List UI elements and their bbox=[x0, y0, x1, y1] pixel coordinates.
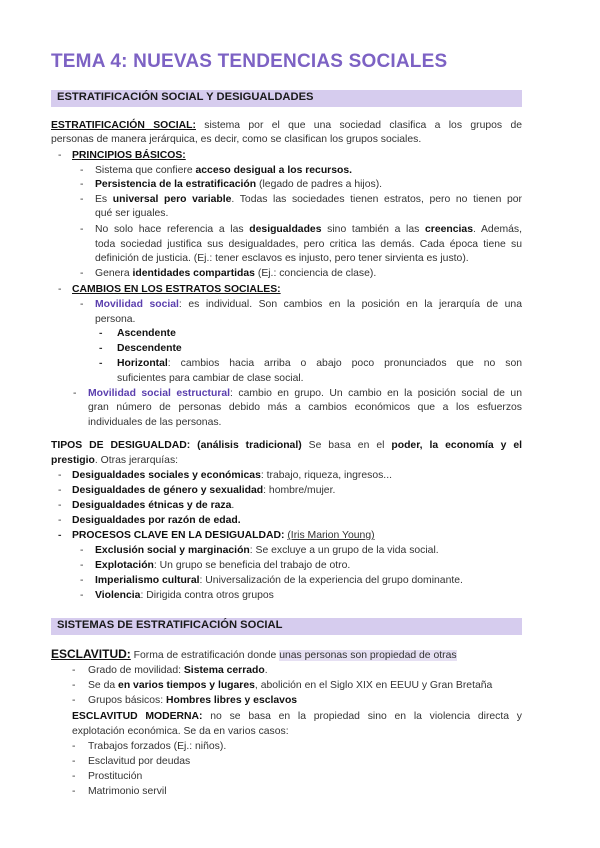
text-run: : hombre/mujer. bbox=[263, 485, 336, 496]
list-item bbox=[72, 484, 335, 498]
text-run: Horizontal bbox=[117, 358, 168, 369]
list-item bbox=[88, 664, 268, 678]
list-item bbox=[72, 499, 234, 513]
text-run: Grado de movilidad: bbox=[88, 665, 184, 676]
text-run: Se basa en el bbox=[301, 440, 392, 451]
text-run: prestigio bbox=[51, 455, 95, 466]
list-item: Trabajos forzados (Ej.: niños). bbox=[88, 741, 227, 752]
bullet-dash: - bbox=[80, 545, 84, 556]
bullet-dash: - bbox=[58, 485, 62, 496]
list-item-continued: individuales de las personas. bbox=[88, 417, 222, 428]
bullet-dash: - bbox=[72, 756, 76, 767]
list-item bbox=[95, 574, 463, 588]
list-item bbox=[95, 267, 376, 281]
list-item-continued: persona. bbox=[95, 314, 136, 325]
list-item-continued: qué ser iguales. bbox=[95, 208, 169, 219]
list-item bbox=[95, 223, 522, 237]
text-run: Hombres libres y esclavos bbox=[165, 695, 298, 706]
text-run: . bbox=[231, 500, 235, 511]
text-run: . Todas las sociedades tienen estratos, pero no tienen por bbox=[231, 194, 523, 205]
text-run: Sistema que confiere bbox=[95, 165, 196, 176]
esclavitud-definition bbox=[51, 647, 457, 663]
bullet-dash: - bbox=[58, 500, 62, 511]
text-run: Violencia bbox=[95, 590, 141, 601]
definition-text: sistema por el que una sociedad clasifica a los grupos de bbox=[204, 120, 522, 131]
definition-term: ESTRATIFICACIÓN SOCIAL: bbox=[51, 120, 196, 131]
list-item bbox=[88, 387, 522, 401]
text-run: Genera bbox=[95, 268, 133, 279]
text-run: sino también a las bbox=[321, 224, 426, 235]
text-run: Persistencia de la estratificación bbox=[95, 179, 257, 190]
bullet-dash: - bbox=[99, 328, 103, 339]
text-run: Exclusión social y marginación bbox=[95, 545, 250, 556]
esclavitud-moderna-line: explotación económica. Se da en varios casos: bbox=[72, 726, 289, 737]
bullet-dash: - bbox=[58, 470, 62, 481]
bullet-dash: - bbox=[58, 150, 62, 161]
bullet-dash: - bbox=[99, 358, 103, 369]
list-item-continued: toda sociedad justifica sus desigualdades, pero critica las demás. Cada época tiene su bbox=[95, 239, 522, 250]
tipos-heading-line bbox=[51, 454, 178, 468]
list-item bbox=[117, 357, 522, 371]
text-run: Imperialismo cultural bbox=[95, 575, 200, 586]
text-run: (Ej.: conciencia de clase). bbox=[254, 268, 377, 279]
text-run: : es individual. Son cambios en la posición en la jerarquía de una bbox=[178, 299, 522, 310]
bullet-dash: - bbox=[80, 165, 84, 176]
text-run: creencias bbox=[425, 224, 473, 235]
bullet-dash: - bbox=[58, 530, 62, 541]
text-run: : cambio en grupo. Un cambio en la posición social de un bbox=[230, 388, 522, 399]
text-run: CAMBIOS EN LOS ESTRATOS SOCIALES: bbox=[72, 284, 281, 295]
text-run: : Dirigida contra otros grupos bbox=[140, 590, 274, 601]
text-run: Movilidad social bbox=[95, 299, 179, 310]
text-run: poder, la economía y el bbox=[391, 440, 522, 451]
text-run: : trabajo, riqueza, ingresos... bbox=[260, 470, 392, 481]
list-item bbox=[95, 193, 522, 207]
list-item: Desigualdades por razón de edad. bbox=[72, 515, 241, 526]
text-run: Movilidad social estructural bbox=[88, 388, 231, 399]
bullet-dash: - bbox=[73, 388, 77, 399]
bullet-dash: - bbox=[72, 680, 76, 691]
text-run: . Otras jerarquías: bbox=[94, 455, 179, 466]
bullet-dash: - bbox=[58, 515, 62, 526]
list-item bbox=[95, 164, 352, 178]
text-run: ESCLAVITUD MODERNA: bbox=[72, 711, 203, 722]
list-item-continued: definición de justicia. (Ej.: tener esclavos es injusto, pero tener sirvienta es justo). bbox=[95, 253, 469, 264]
text-run: : Un grupo se beneficia del trabajo de otro. bbox=[153, 560, 351, 571]
text-run: Se da bbox=[88, 680, 119, 691]
text-run: Grupos básicos: bbox=[88, 695, 166, 706]
text-run: , abolición en el Siglo XIX en EEUU y Gran Bretaña bbox=[254, 680, 493, 691]
bullet-dash: - bbox=[80, 575, 84, 586]
list-item bbox=[95, 178, 382, 192]
text-run: Forma de estratificación donde bbox=[130, 650, 280, 661]
bullet-dash: - bbox=[72, 695, 76, 706]
text-run: Desigualdades sociales y económicas bbox=[72, 470, 261, 481]
subheading-principios: PRINCIPIOS BÁSICOS: bbox=[72, 150, 186, 161]
text-run: universal pero variable bbox=[112, 194, 232, 205]
list-item bbox=[88, 694, 297, 708]
page-title: TEMA 4: NUEVAS TENDENCIAS SOCIALES bbox=[51, 51, 448, 72]
subheading-procesos bbox=[72, 529, 375, 543]
bullet-dash: - bbox=[72, 771, 76, 782]
text-run: identidades compartidas bbox=[132, 268, 255, 279]
bullet-dash: - bbox=[72, 786, 76, 797]
list-item: Prostitución bbox=[88, 771, 143, 782]
bullet-dash: - bbox=[72, 665, 76, 676]
text-run: PROCESOS CLAVE EN LA DESIGUALDAD: bbox=[72, 530, 285, 541]
text-run: Desigualdades de género y sexualidad bbox=[72, 485, 264, 496]
bullet-dash: - bbox=[72, 741, 76, 752]
list-item bbox=[88, 679, 492, 693]
list-item: Matrimonio servil bbox=[88, 786, 167, 797]
subheading-cambios bbox=[72, 283, 281, 297]
bullet-dash: - bbox=[80, 179, 84, 190]
esclavitud-moderna-line bbox=[72, 710, 522, 724]
bullet-dash: - bbox=[80, 224, 84, 235]
text-run: : Universalización de la experiencia del grupo dominante. bbox=[199, 575, 463, 586]
tipos-heading-line bbox=[51, 439, 522, 453]
definition-line bbox=[51, 119, 522, 133]
section-heading: SISTEMAS DE ESTRATIFICACIÓN SOCIAL bbox=[57, 619, 283, 631]
list-item bbox=[95, 589, 274, 603]
section-band-estratificacion bbox=[51, 90, 522, 107]
list-item: Esclavitud por deudas bbox=[88, 756, 191, 767]
list-item bbox=[72, 469, 392, 483]
list-item-continued: suficientes para cambiar de clase social. bbox=[117, 373, 304, 384]
bullet-dash: - bbox=[80, 194, 84, 205]
text-run: (legado de padres a hijos). bbox=[256, 179, 383, 190]
list-item bbox=[95, 544, 439, 558]
list-item-continued: gran número de personas debido más a cambios económicos que a los esfuerzos bbox=[88, 402, 522, 413]
definition-line: personas de manera jerárquica, es decir, como se clasifican los grupos sociales. bbox=[51, 134, 422, 145]
text-run: unas personas son propiedad de otras bbox=[279, 650, 457, 661]
bullet-dash: - bbox=[80, 560, 84, 571]
text-run: Es bbox=[95, 194, 113, 205]
text-run: acceso desigual a los recursos. bbox=[195, 165, 353, 176]
list-item: Ascendente bbox=[117, 328, 176, 339]
bullet-dash: - bbox=[80, 268, 84, 279]
bullet-dash: - bbox=[99, 343, 103, 354]
text-run: (Iris Marion Young) bbox=[287, 530, 375, 541]
text-run: : cambios hacia arriba o abajo poco pronunciados que no son bbox=[167, 358, 522, 369]
list-item bbox=[95, 559, 350, 573]
bullet-dash: - bbox=[80, 299, 84, 310]
list-item: Descendente bbox=[117, 343, 182, 354]
section-heading: ESTRATIFICACIÓN SOCIAL Y DESIGUALDADES bbox=[57, 91, 314, 103]
text-run: TIPOS DE DESIGUALDAD: (análisis tradicional) bbox=[51, 440, 302, 451]
text-run: en varios tiempos y lugares bbox=[118, 680, 255, 691]
text-run: Sistema cerrado bbox=[183, 665, 265, 676]
bullet-dash: - bbox=[80, 590, 84, 601]
list-item bbox=[95, 298, 522, 312]
bullet-dash: - bbox=[58, 284, 62, 295]
section-band-sistemas bbox=[51, 618, 522, 635]
text-run: : Se excluye a un grupo de la vida social. bbox=[249, 545, 439, 556]
text-run: Desigualdades étnicas y de raza bbox=[72, 500, 232, 511]
text-run: . bbox=[264, 665, 268, 676]
text-run: ESCLAVITUD: bbox=[51, 647, 131, 661]
text-run: desigualdades bbox=[249, 224, 322, 235]
text-run: no se basa en la propiedad sino en la violencia directa y bbox=[210, 711, 522, 722]
text-run: Explotación bbox=[95, 560, 154, 571]
text-run: . Además, bbox=[472, 224, 522, 235]
text-run: No solo hace referencia a las bbox=[95, 224, 250, 235]
